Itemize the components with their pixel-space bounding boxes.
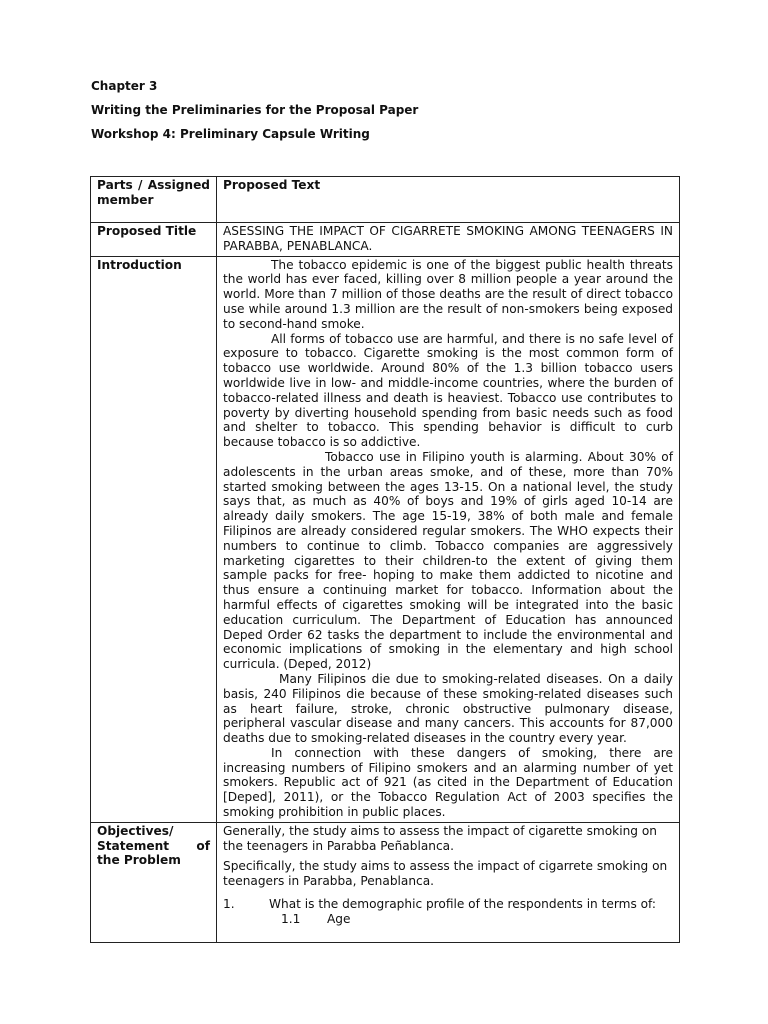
objectives-specific: Specifically, the study aims to assess the impact of cigarrete smoking on teenagers in Parabba, Penablanca. bbox=[223, 859, 668, 889]
sub-item-text: Age bbox=[327, 911, 351, 926]
question-item-1 bbox=[223, 897, 673, 912]
proposed-title-text: ASESSING THE IMPACT OF CIGARRETE SMOKING AMONG TEENAGERS IN PARABBA, PENABLANCA. bbox=[217, 223, 680, 257]
proposed-title-row bbox=[91, 223, 680, 257]
intro-paragraph-3: Tobacco use in Filipino youth is alarming. About 30% of adolescents in the urban areas smoke, and of these, more than 70% started smoking between the ages 13-15. On a national level, the study says that, as much as 40% of boys and 19% of girls aged 10-14 are already daily smokers. The age 15-19, 38% of both male and female Filipinos are already considered regular smokers. The WHO expects their numbers to continue to climb. Tobacco companies are aggressively marketing cigarettes to their children-to the extent of giving them sample packs for free- hoping to make them addicted to nicotine and thus ensure a continuing market for tobacco. Information about the harmful effects of cigarettes smoking will be integrated into the basic education curriculum. The Department of Education has announced Deped Order 62 tasks the department to include the environmental and economic implications of smoking in the elementary and high school curricula. (Deped, 2012) bbox=[223, 449, 673, 672]
intro-paragraph-2: All forms of tobacco use are harmful, and there is no safe level of exposure to tobacco. Cigarette smoking is the most common form of tobacco use worldwide. Around 80% of the 1.3 billion tobacco users worldwide live in low- and middle-income countries, where the burden of tobacco-related illness and death is heaviest. Tobacco use contributes to poverty by diverting household spending from basic needs such as food and shelter to tobacco. This spending behavior is difficult to curb because tobacco is so addictive. bbox=[223, 331, 673, 450]
objectives-text bbox=[217, 822, 680, 942]
table-header-row bbox=[91, 177, 680, 223]
capsule-table bbox=[90, 176, 680, 943]
chapter-heading: Chapter 3 bbox=[91, 79, 158, 93]
header-proposed-text-cell: Proposed Text bbox=[217, 177, 680, 223]
introduction-text bbox=[217, 256, 680, 822]
sub-item-number: 1.1 bbox=[281, 911, 301, 926]
document-title: Writing the Preliminaries for the Proposal Paper bbox=[91, 103, 419, 117]
question-number: 1. bbox=[223, 897, 235, 912]
proposed-title-label: Proposed Title bbox=[91, 223, 217, 257]
introduction-label: Introduction bbox=[91, 256, 217, 822]
sub-item-1-1 bbox=[281, 912, 673, 927]
intro-paragraph-1: The tobacco epidemic is one of the biggest public health threats the world has ever faced, killing over 8 million people a year around the world. More than 7 million of those deaths are the result of direct tobacco use while around 1.3 million are the result of non-smokers being exposed to second-hand smoke. bbox=[223, 257, 673, 331]
introduction-row bbox=[91, 256, 680, 822]
intro-paragraph-4: Many Filipinos die due to smoking-related diseases. On a daily basis, 240 Filipinos die because of these smoking-related diseases such as heart failure, stroke, chronic obstructive pulmonary disease, peripheral vascular disease and many cancers. This accounts for 87,000 deaths due to smoking-related diseases in the country every year. bbox=[223, 671, 673, 746]
objectives-row bbox=[91, 822, 680, 942]
objectives-label: Objectives/ Statement of the Problem bbox=[91, 822, 217, 942]
intro-paragraph-5: In connection with these dangers of smoking, there are increasing numbers of Filipino smokers and an alarming number of yet smokers. Republic act of 921 (as cited in the Department of Education [Deped], 2011), or the Tobacco Regulation Act of 2003 specifies the smoking prohibition in public places. bbox=[223, 745, 673, 820]
workshop-heading: Workshop 4: Preliminary Capsule Writing bbox=[91, 127, 370, 141]
objectives-general: Generally, the study aims to assess the impact of cigarette smoking on the teenagers in Parabba Peñablanca. bbox=[223, 823, 657, 853]
header-parts-cell: Parts / Assigned member bbox=[91, 177, 217, 223]
question-text: What is the demographic profile of the respondents in terms of: bbox=[269, 897, 656, 912]
